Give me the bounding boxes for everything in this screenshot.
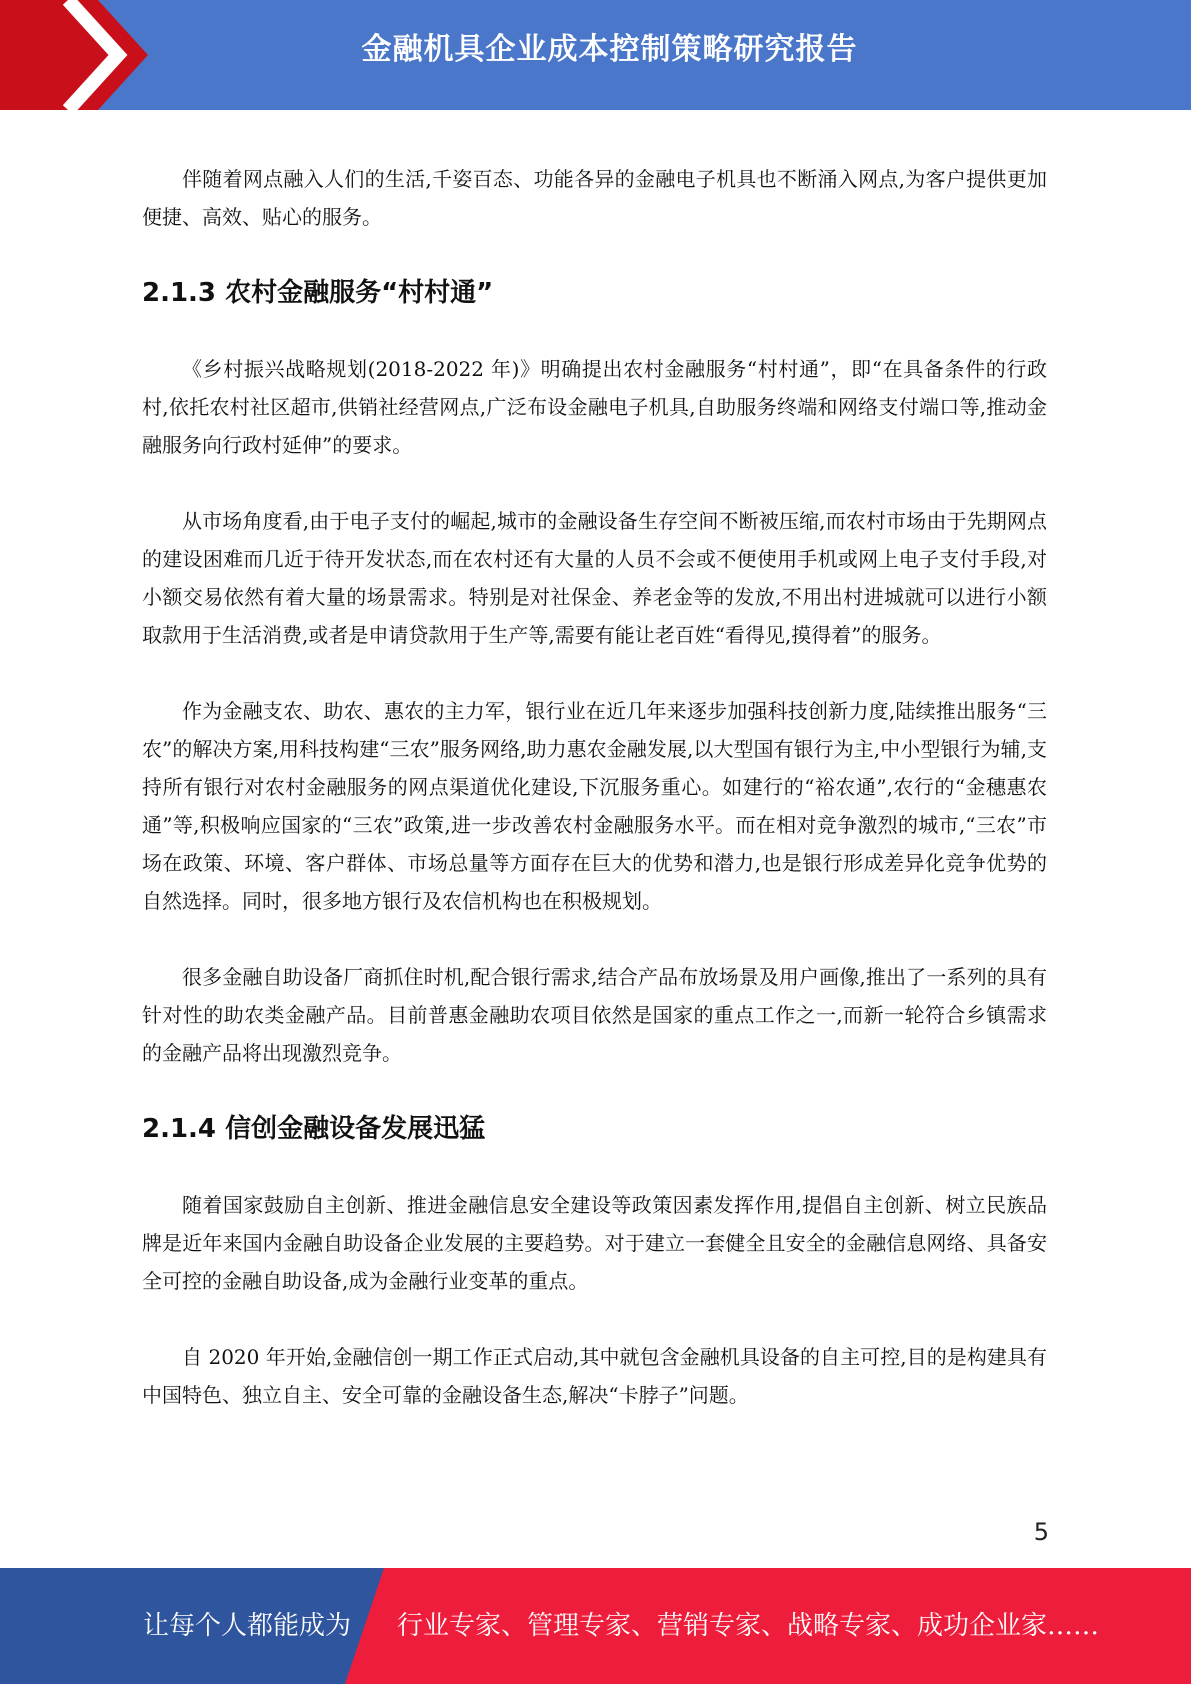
paragraph-spacer: [142, 920, 1047, 958]
report-title: 金融机具企业成本控制策略研究报告: [361, 32, 858, 67]
section-heading: 2.1.4 信创金融设备发展迅猛: [142, 1114, 486, 1144]
page-number: 5: [1033, 1518, 1049, 1546]
paragraph-spacer: [142, 654, 1047, 692]
body-paragraph: 伴随着网点融入人们的生活,千姿百态、功能各异的金融电子机具也不断涌入网点,为客户提供更加便捷、高效、贴心的服务。: [142, 167, 1047, 229]
paragraph-spacer: [142, 464, 1047, 502]
section-heading: 2.1.3 农村金融服务“村村通”: [142, 278, 494, 308]
body-paragraph: 《乡村振兴战略规划(2018-2022 年)》明确提出农村金融服务“村村通”，即“在具备条件的行政村,依托农村社区超市,供销社经营网点,广泛布设金融电子机具,自助服务终端和网络支付端口等,推动金融服务向行政村延伸”的要求。: [142, 357, 1047, 457]
page-header: [0, 0, 1191, 110]
footer-roles: 行业专家、管理专家、营销专家、战略专家、成功企业家……: [397, 1611, 1100, 1641]
body-paragraph: 随着国家鼓励自主创新、推进金融信息安全建设等政策因素发挥作用,提倡自主创新、树立民族品牌是近年来国内金融自助设备企业发展的主要趋势。对于建立一套健全且安全的金融信息网络、具备安全可控的金融自助设备,成为金融行业变革的重点。: [142, 1193, 1047, 1293]
paragraph-spacer: [142, 1072, 1047, 1110]
page-footer: [0, 1568, 1191, 1684]
footer-slogan: 让每个人都能成为: [143, 1611, 352, 1641]
body-paragraph: 自 2020 年开始,金融信创一期工作正式启动,其中就包含金融机具设备的自主可控,目的是构建具有中国特色、独立自主、安全可靠的金融设备生态,解决“卡脖子”问题。: [142, 1345, 1047, 1407]
body-paragraph: 作为金融支农、助农、惠农的主力军，银行业在近几年来逐步加强科技创新力度,陆续推出服务“三农”的解决方案,用科技构建“三农”服务网络,助力惠农金融发展,以大型国有银行为主,中小型银行为辅,支持所有银行对农村金融服务的网点渠道优化建设,下沉服务重心。如建行的“裕农通”,农行的“金穗惠农通”等,积极响应国家的“三农”政策,进一步改善农村金融服务水平。而在相对竞争激烈的城市,“三农”市场在政策、环境、客户群体、市场总量等方面存在巨大的优势和潜力,也是银行形成差异化竞争优势的自然选择。同时，很多地方银行及农信机构也在积极规划。: [142, 699, 1047, 913]
paragraph-spacer: [142, 312, 1047, 350]
paragraph-spacer: [142, 236, 1047, 274]
paragraph-spacer: [142, 1148, 1047, 1186]
paragraph-spacer: [142, 1300, 1047, 1338]
document-body: [142, 160, 1047, 1414]
body-paragraph: 很多金融自助设备厂商抓住时机,配合银行需求,结合产品布放场景及用户画像,推出了一系列的具有针对性的助农类金融产品。目前普惠金融助农项目依然是国家的重点工作之一,而新一轮符合乡镇需求的金融产品将出现激烈竞争。: [142, 965, 1047, 1065]
body-paragraph: 从市场角度看,由于电子支付的崛起,城市的金融设备生存空间不断被压缩,而农村市场由于先期网点的建设困难而几近于待开发状态,而在农村还有大量的人员不会或不便使用手机或网上电子支付手段,对小额交易依然有着大量的场景需求。特别是对社保金、养老金等的发放,不用出村进城就可以进行小额取款用于生活消费,或者是申请贷款用于生产等,需要有能让老百姓“看得见,摸得着”的服务。: [142, 509, 1047, 647]
